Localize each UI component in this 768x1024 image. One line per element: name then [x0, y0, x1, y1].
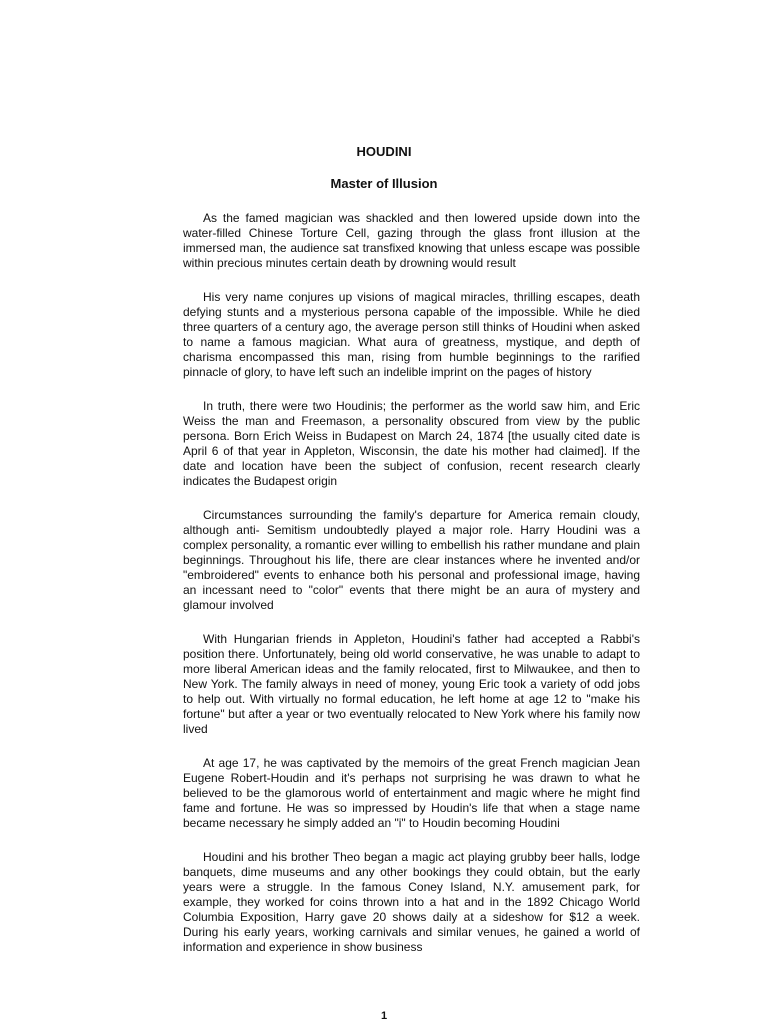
document-title: HOUDINI: [356, 144, 412, 159]
paragraph-7: Houdini and his brother Theo began a magic act playing grubby beer halls, lodge banquets, dime museums and any other bookings they could obtain, but the early years were a struggle. In the famous Coney Island, N.Y. amusement park, for example, they worked for coins thrown into a hat and in the 1892 Chicago World Columbia Exposition, Harry gave 20 shows daily at a sideshow for $12 a week. During his early years, working carnivals and similar venues, he gained a world of information and experience in show business: [183, 850, 640, 954]
paragraph-4: Circumstances surrounding the family's departure for America remain cloudy, although anti- Semitism undoubtedly played a major role. Harry Houdini was a complex personality, a romantic ever willing to embellish his rather mundane and plain beginnings. Throughout his life, there are clear instances where he invented and/or "embroidered" events to enhance both his personal and professional image, having an incessant need to "color" events that there might be an aura of mystery and glamour involved: [183, 508, 640, 612]
page-number: 1: [380, 1010, 388, 1022]
document-subtitle: Master of Illusion: [330, 176, 438, 191]
paragraph-5: With Hungarian friends in Appleton, Houdini's father had accepted a Rabbi's position there. Unfortunately, being old world conservative, he was unable to adapt to more liberal American ideas and the family relocated, first to Milwaukee, and then to New York. The family always in need of money, young Eric took a variety of odd jobs to help out. With virtually no formal education, he left home at age 12 to "make his fortune" but after a year or two eventually relocated to New York where his family now lived: [183, 632, 640, 736]
paragraph-2: His very name conjures up visions of magical miracles, thrilling escapes, death defying stunts and a mysterious persona capable of the impossible. While he died three quarters of a century ago, the average person still thinks of Houdini when asked to name a famous magician. What aura of greatness, mystique, and depth of charisma encompassed this man, rising from humble beginnings to the rarified pinnacle of glory, to have left such an indelible imprint on the pages of history: [183, 290, 640, 379]
body-text: [183, 211, 640, 974]
paragraph-6: At age 17, he was captivated by the memoirs of the great French magician Jean Eugene Robert-Houdin and it's perhaps not surprising he was drawn to what he believed to be the glamorous world of entertainment and magic where he might find fame and fortune. He was so impressed by Houdin's life that when a stage name became necessary he simply added an "i" to Houdin becoming Houdini: [183, 756, 640, 830]
paragraph-3: In truth, there were two Houdinis; the performer as the world saw him, and Eric Weiss the man and Freemason, a personality obscured from view by the public persona. Born Erich Weiss in Budapest on March 24, 1874 [the usually cited date is April 6 of that year in Appleton, Wisconsin, the date his mother had claimed]. If the date and location have been the subject of confusion, recent research clearly indicates the Budapest origin: [183, 399, 640, 488]
paragraph-1: As the famed magician was shackled and then lowered upside down into the water-filled Chinese Torture Cell, gazing through the glass front illusion at the immersed man, the audience sat transfixed knowing that unless escape was possible within precious minutes certain death by drowning would result: [183, 211, 640, 270]
